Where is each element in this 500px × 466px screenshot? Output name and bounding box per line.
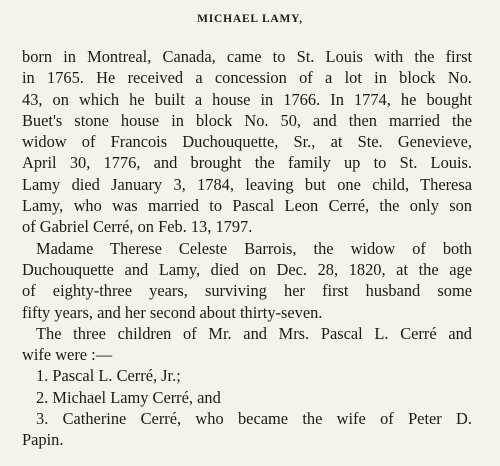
text-line: April 30, 1776, and brought the family up to St. Louis. bbox=[22, 153, 472, 173]
list-item: 1. Pascal L. Cerré, Jr.; bbox=[36, 366, 181, 386]
text-line: widow of Francois Duchouquette, Sr., at Ste. Genevieve, bbox=[22, 132, 472, 152]
text-line: 43, on which he built a house in 1766. In 1774, he bought bbox=[22, 89, 472, 109]
text-line: Madame Therese Celeste Barrois, the widow of both bbox=[36, 238, 472, 258]
text-line: Papin. bbox=[22, 430, 64, 450]
text-line: of Gabriel Cerré, on Feb. 13, 1797. bbox=[22, 217, 253, 237]
children-list bbox=[22, 365, 472, 450]
list-item: 2. Michael Lamy Cerré, and bbox=[36, 387, 221, 407]
text-line: in 1765. He received a concession of a lot in block No. bbox=[22, 68, 472, 88]
text-line: 3. Catherine Cerré, who became the wife of Peter D. bbox=[36, 409, 472, 429]
text-line: of eighty-three years, surviving her first husband some bbox=[22, 281, 472, 301]
text-line: Duchouquette and Lamy, died on Dec. 28, 1820, at the age bbox=[22, 259, 472, 279]
text-line: The three children of Mr. and Mrs. Pascal L. Cerré and bbox=[36, 323, 472, 343]
text-line: Buet's stone house in block No. 50, and then married the bbox=[22, 110, 472, 130]
text-line: Lamy died January 3, 1784, leaving but one child, Theresa bbox=[22, 174, 472, 194]
body-text bbox=[22, 46, 472, 451]
list-item bbox=[22, 408, 472, 451]
paragraph-madame-barrois bbox=[22, 238, 472, 323]
text-line: wife were :— bbox=[22, 345, 113, 365]
running-head: MICHAEL LAMY, bbox=[197, 13, 303, 25]
text-line: fifty years, and her second about thirty-seven. bbox=[22, 302, 323, 322]
paragraph-children-intro bbox=[22, 323, 472, 366]
paragraph-lamy-biography bbox=[22, 46, 472, 238]
text-line: born in Montreal, Canada, came to St. Louis with the first bbox=[22, 47, 472, 66]
text-line: Lamy, who was married to Pascal Leon Cerré, the only son bbox=[22, 196, 472, 216]
